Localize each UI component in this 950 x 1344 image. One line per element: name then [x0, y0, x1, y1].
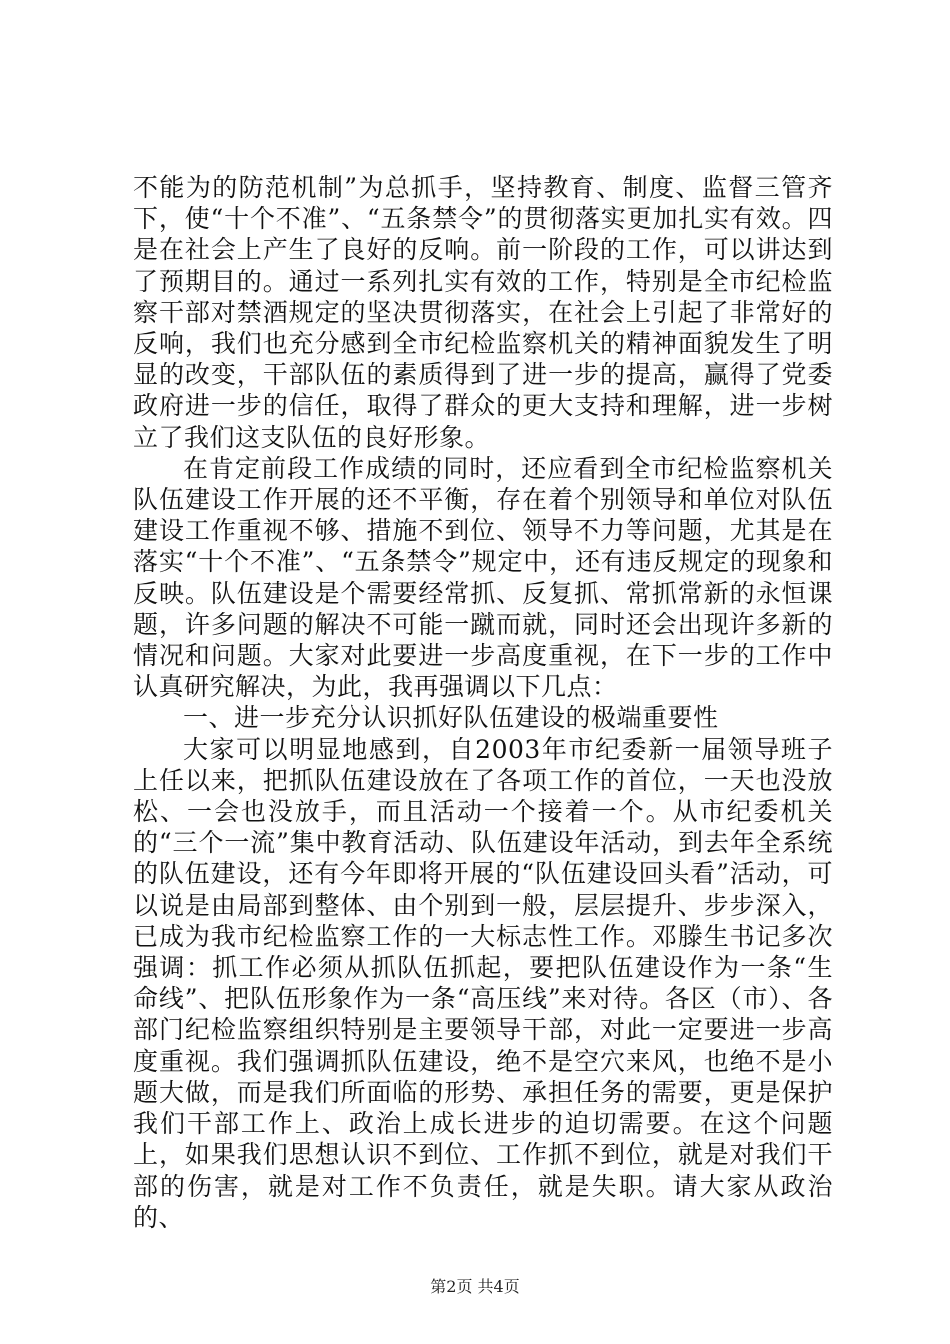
document-body [133, 172, 833, 1233]
paragraph-2: 在肯定前段工作成绩的同时，还应看到全市纪检监察机关队伍建设工作开展的还不平衡，存在着个别领导和单位对队伍建设工作重视不够、措施不到位、领导不力等问题，尤其是在落实“十个不准”、“五条禁令”规定中，还有违反规定的现象和反映。队伍建设是个需要经常抓、反复抓、常抓常新的永恒课题，许多问题的解决不可能一蹴而就，同时还会出现许多新的情况和问题。大家对此要进一步高度重视，在下一步的工作中认真研究解决，为此，我再强调以下几点： [133, 453, 833, 702]
paragraph-1: 不能为的防范机制”为总抓手，坚持教育、制度、监督三管齐下，使“十个不准”、“五条禁令”的贯彻落实更加扎实有效。四是在社会上产生了良好的反响。前一阶段的工作，可以讲达到了预期目的。通过一系列扎实有效的工作，特别是全市纪检监察干部对禁酒规定的坚决贯彻落实，在社会上引起了非常好的反响，我们也充分感到全市纪检监察机关的精神面貌发生了明显的改变，干部队伍的素质得到了进一步的提高，赢得了党委政府进一步的信任，取得了群众的更大支持和理解，进一步树立了我们这支队伍的良好形象。 [133, 173, 833, 452]
paragraph-3: 大家可以明显地感到，自2003年市纪委新一届领导班子上任以来，把抓队伍建设放在了各项工作的首位，一天也没放松、一会也没放手，而且活动一个接着一个。从市纪委机关的“三个一流”集中教育活动、队伍建设年活动，到去年全系统的队伍建设，还有今年即将开展的“队伍建设回头看”活动，可以说是由局部到整体、由个别到一般，层层提升、步步深入，已成为我市纪检监察工作的一大标志性工作。邓滕生书记多次强调：抓工作必须从抓队伍抓起，要把队伍建设作为一条“生命线”、把队伍形象作为一条“高压线”来对待。各区（市）、各部门纪检监察组织特别是主要领导干部，对此一定要进一步高度重视。我们强调抓队伍建设，绝不是空穴来风，也绝不是小题大做，而是我们所面临的形势、承担任务的需要，更是保护我们干部工作上、政治上成长进步的迫切需要。在这个问题上，如果我们思想认识不到位、工作抓不到位，就是对我们干部的伤害，就是对工作不负责任，就是失职。请大家从政治的、 [133, 734, 833, 1232]
section-heading-1: 一、进一步充分认识抓好队伍建设的极端重要性 [183, 703, 719, 733]
page-number-footer: 第2页 共4页 [430, 1277, 520, 1296]
